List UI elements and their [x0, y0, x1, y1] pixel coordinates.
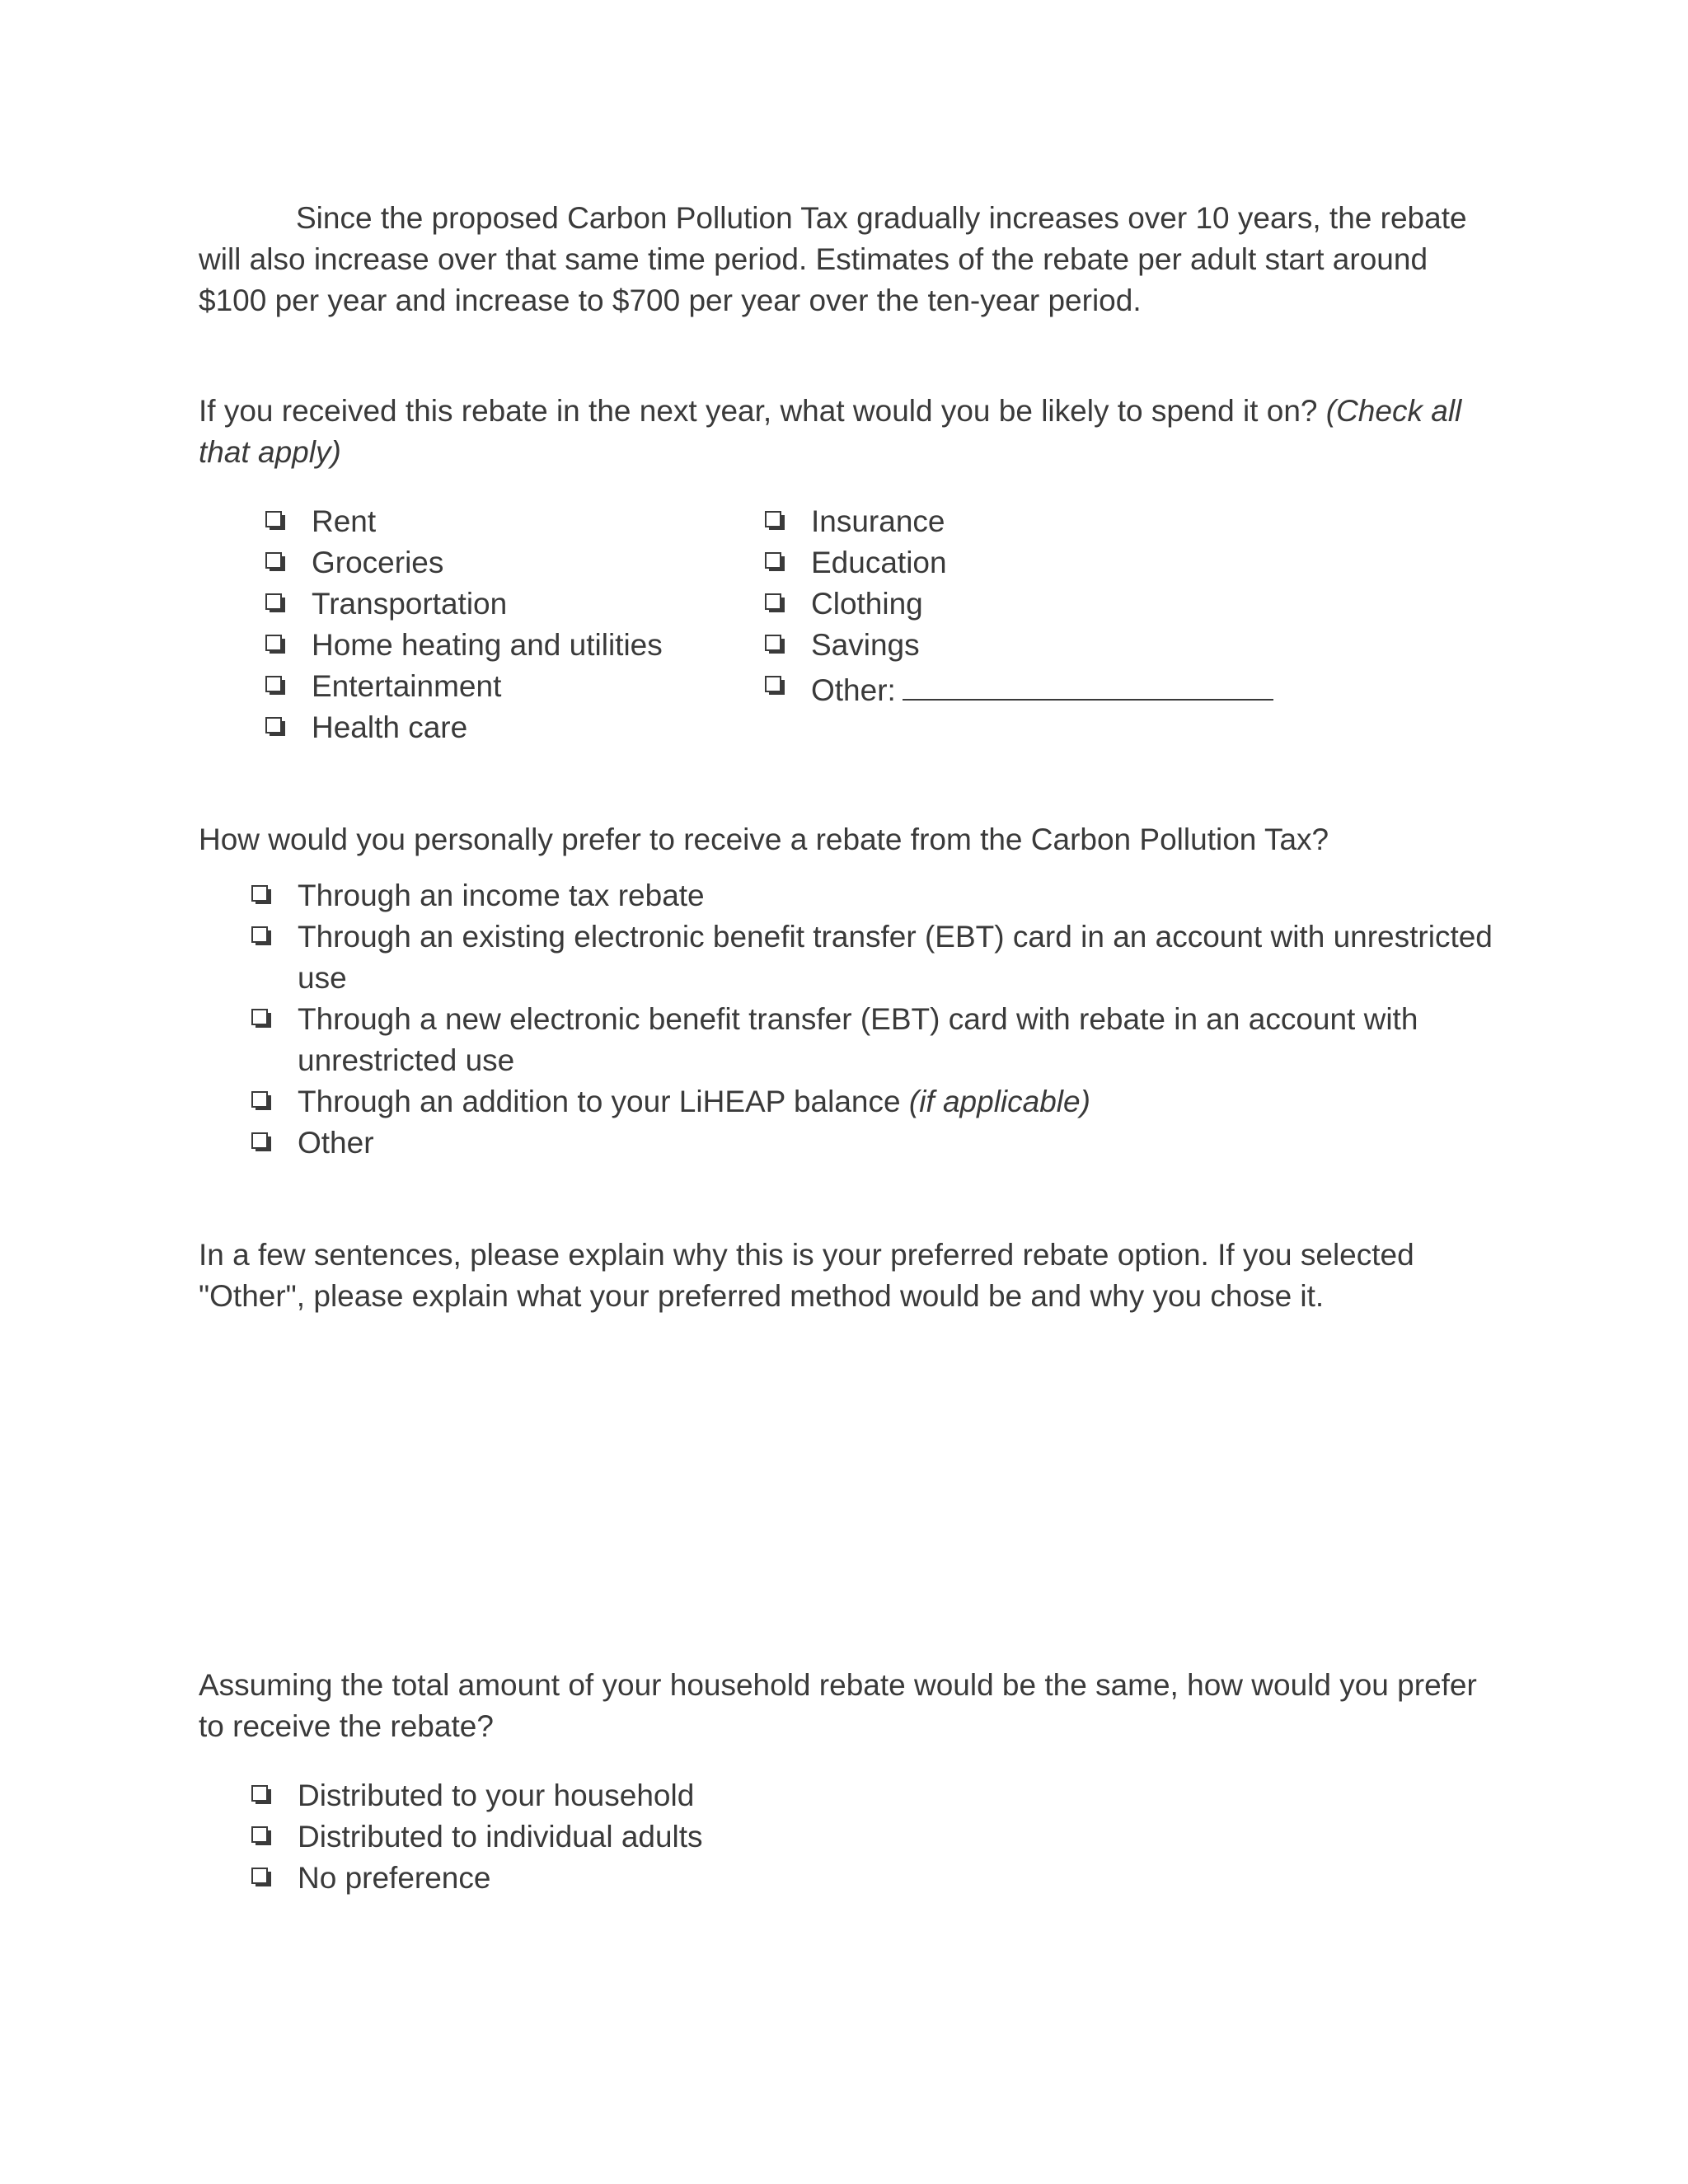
checkbox-icon[interactable] [765, 625, 795, 666]
other-blank-line[interactable] [903, 666, 1273, 701]
checkbox-icon[interactable] [265, 625, 295, 666]
question-explain: In a few sentences, please explain why this is your preferred rebate option. If you selected "Other", please explain what your preferred method would be and why you chose it. [199, 1238, 1414, 1313]
question-receive-method: How would you personally prefer to receive a rebate from the Carbon Pollution Tax? [199, 823, 1329, 856]
explanation-response-area[interactable] [199, 1335, 1501, 1648]
receive-option-label: Through an income tax rebate [298, 879, 705, 912]
distribution-option-no-preference[interactable] [251, 1858, 1240, 1899]
checkbox-icon[interactable] [251, 999, 281, 1040]
spending-option-health-care[interactable] [265, 707, 727, 748]
checkbox-icon[interactable] [251, 1122, 281, 1164]
receive-option-label: Through an existing electronic benefit transfer (EBT) card in an account with unrestricted use [298, 920, 1493, 995]
spending-option-other[interactable] [765, 666, 1342, 711]
receive-option-note: (if applicable) [908, 1085, 1090, 1118]
receive-option-label: Through an addition to your LiHEAP balance [298, 1085, 901, 1118]
spending-option-insurance[interactable] [765, 501, 1342, 542]
spending-option-education[interactable] [765, 542, 1342, 583]
spending-option-groceries[interactable] [265, 542, 727, 583]
checkbox-icon[interactable] [251, 1816, 281, 1858]
spending-option-label: Transportation [312, 587, 508, 621]
spending-options-col2 [765, 501, 1342, 711]
spending-option-label: Rent [312, 504, 377, 538]
checkbox-icon[interactable] [251, 1081, 281, 1122]
checkbox-icon[interactable] [251, 916, 281, 958]
spending-option-label: Clothing [811, 587, 923, 621]
checkbox-icon[interactable] [265, 666, 295, 707]
distribution-option-label: Distributed to your household [298, 1779, 695, 1812]
spending-option-rent[interactable] [265, 501, 727, 542]
spending-option-clothing[interactable] [765, 583, 1342, 625]
question-distribution: Assuming the total amount of your household rebate would be the same, how would you prefer to receive the rebate? [199, 1668, 1477, 1743]
distribution-option-label: Distributed to individual adults [298, 1820, 703, 1854]
receive-option-income-tax[interactable] [251, 875, 1504, 916]
spending-option-entertainment[interactable] [265, 666, 727, 707]
checkbox-icon[interactable] [251, 875, 281, 916]
checkbox-icon[interactable] [765, 542, 795, 583]
intro-paragraph: Since the proposed Carbon Pollution Tax gradually increases over 10 years, the rebate will also increase over that same time period. Estimates of the rebate per adult start around $100 per year and increase to $700 per year over the ten-year period. [199, 201, 1467, 317]
spending-option-label: Entertainment [312, 669, 502, 703]
spending-option-label: Health care [312, 710, 468, 744]
spending-option-home-heating[interactable] [265, 625, 727, 666]
checkbox-icon[interactable] [265, 501, 295, 542]
checkbox-icon[interactable] [765, 666, 795, 707]
checkbox-icon[interactable] [765, 583, 795, 625]
distribution-options [251, 1775, 1240, 1899]
checkbox-icon[interactable] [765, 501, 795, 542]
spending-option-label: Other: [811, 673, 896, 707]
spending-option-transportation[interactable] [265, 583, 727, 625]
checkbox-icon[interactable] [265, 707, 295, 748]
receive-option-new-ebt[interactable] [251, 999, 1504, 1081]
spending-option-savings[interactable] [765, 625, 1342, 666]
spending-option-label: Groceries [312, 546, 444, 579]
spending-option-label: Insurance [811, 504, 945, 538]
checkbox-icon[interactable] [251, 1858, 281, 1899]
receive-option-label: Through a new electronic benefit transfer (EBT) card with rebate in an account with unrestricted use [298, 1002, 1418, 1077]
spending-option-label: Home heating and utilities [312, 628, 663, 662]
spending-options-col1 [265, 501, 727, 748]
receive-option-liheap[interactable] [251, 1081, 1504, 1122]
receive-method-options [251, 875, 1504, 1164]
distribution-option-household[interactable] [251, 1775, 1240, 1816]
question-spending [199, 391, 1501, 473]
receive-option-other[interactable] [251, 1122, 1504, 1164]
question-spending-text: If you received this rebate in the next year, what would you be likely to spend it on? [199, 394, 1318, 428]
spending-option-label: Education [811, 546, 947, 579]
checkbox-icon[interactable] [265, 583, 295, 625]
receive-option-label: Other [298, 1126, 374, 1160]
distribution-option-individual[interactable] [251, 1816, 1240, 1858]
question-spending-note: (Check all that apply) [199, 394, 1462, 469]
checkbox-icon[interactable] [251, 1775, 281, 1816]
checkbox-icon[interactable] [265, 542, 295, 583]
distribution-option-label: No preference [298, 1861, 491, 1895]
spending-option-label: Savings [811, 628, 920, 662]
receive-option-existing-ebt[interactable] [251, 916, 1504, 999]
